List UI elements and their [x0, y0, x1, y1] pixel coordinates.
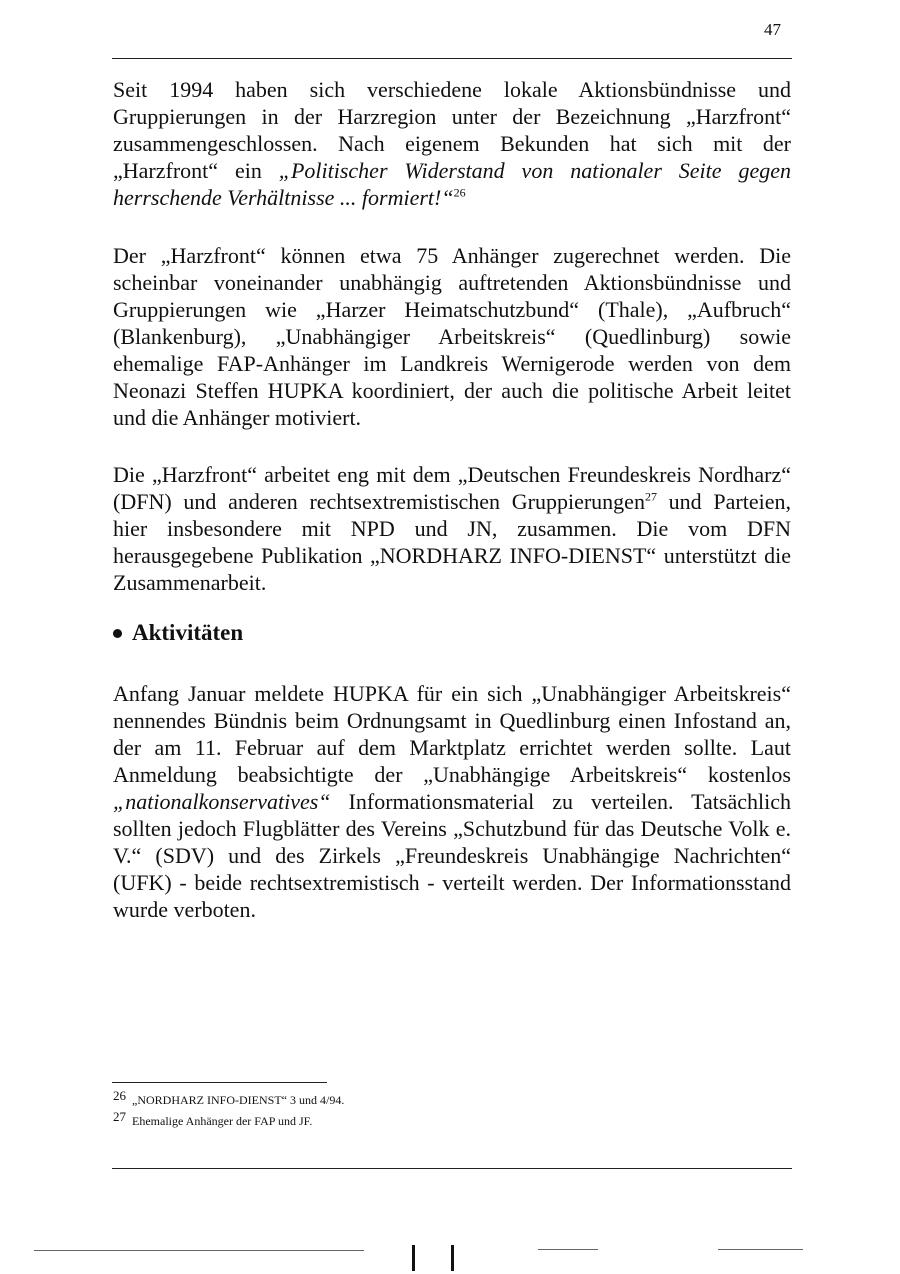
footnote-27: [113, 1109, 313, 1129]
scan-artifact-line: [718, 1249, 803, 1250]
footer-rule: [112, 1168, 792, 1169]
section-heading: [113, 620, 243, 646]
scan-artifact-line: [34, 1250, 364, 1251]
scan-artifact-bar: [451, 1245, 454, 1271]
paragraph-4-quote: „nationalkonservatives“: [113, 789, 331, 814]
paragraph-3-text-after: und Parteien, hier insbesondere mit NPD und JN, zusammen. Die vom DFN herausgegebene Publikation „NORDHARZ INFO-DIENST“ unterstützt die Zusammenarbeit.: [113, 489, 791, 595]
paragraph-4-text-after: Informationsmaterial zu verteilen. Tatsächlich sollten jedoch Flugblätter des Vereins „Schutzbund für das Deutsche Volk e. V.“ (SDV) und des Zirkels „Freundeskreis Unabhängige Nachrichten“ (UFK) - beide rechtsextremistisch - verteilt werden. Der Informationsstand wurde verboten.: [113, 789, 791, 922]
scan-artifact-line: [538, 1249, 598, 1250]
footnote-27-text: Ehemalige Anhänger der FAP und JF.: [132, 1114, 313, 1128]
section-heading-text: Aktivitäten: [132, 620, 244, 645]
paragraph-3: [113, 461, 791, 596]
paragraph-1-text: Seit 1994 haben sich verschiedene lokale Aktionsbündnisse und Gruppierungen in der Harzregion unter der Bezeichnung „Harzfront“ zusammengeschlossen. Nach eigenem Bekunden hat sich mit der „Harzfront“ ein: [113, 77, 791, 183]
paragraph-4-text-before: Anfang Januar meldete HUPKA für ein sich „Unabhängiger Arbeitskreis“ nennendes Bündnis beim Ordnungsamt in Quedlinburg einen Infostand an, der am 11. Februar auf dem Marktplatz errichtet werden sollte. Laut Anmeldung beabsichtigte der „Unabhängige Arbeitskreis“ kostenlos: [113, 681, 791, 787]
paragraph-4: [113, 680, 791, 923]
footnote-26-number: 26: [113, 1088, 126, 1103]
page-number: 47: [764, 20, 781, 39]
footnote-26: [113, 1088, 345, 1108]
paragraph-2: Der „Harzfront“ können etwa 75 Anhänger zugerechnet werden. Die scheinbar voneinander unabhängig auftretenden Aktionsbündnisse und Gruppierungen wie „Harzer Heimatschutzbund“ (Thale), „Aufbruch“ (Blankenburg), „Unabhängiger Arbeitskreis“ (Quedlinburg) sowie ehemalige FAP-Anhänger im Landkreis Wernigerode werden von dem Neonazi Steffen HUPKA koordiniert, der auch die politische Arbeit leitet und die Anhänger motiviert.: [113, 243, 791, 430]
footnote-26-text: „NORDHARZ INFO-DIENST“ 3 und 4/94.: [132, 1093, 345, 1107]
paragraph-1: [113, 76, 791, 211]
footnote-27-number: 27: [113, 1109, 126, 1124]
footnote-rule: [112, 1082, 327, 1083]
bullet-icon: [113, 629, 122, 638]
paragraph-1-quote: „Politischer Widerstand von nationaler Seite gegen herrschende Verhältnisse ... formiert!“: [113, 158, 791, 210]
footnote-ref-27: 27: [644, 489, 657, 504]
footnote-ref-26: 26: [453, 185, 466, 200]
header-rule: [112, 58, 792, 59]
paragraph-3-text-before: Die „Harzfront“ arbeitet eng mit dem „Deutschen Freundeskreis Nordharz“ (DFN) und anderen rechtsextremistischen Gruppierungen: [113, 462, 791, 514]
scan-artifact-bar: [412, 1245, 415, 1271]
